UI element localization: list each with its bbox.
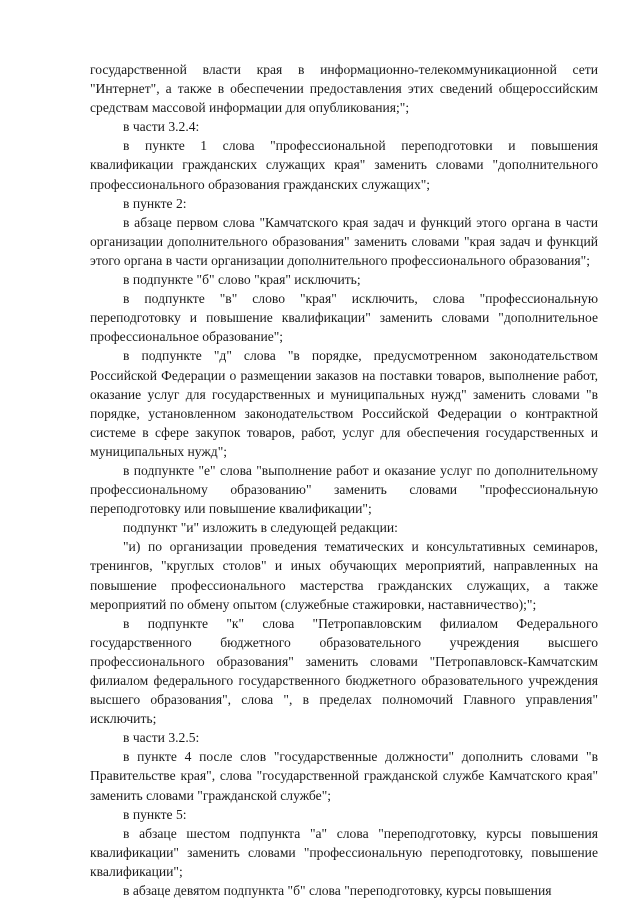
- paragraph-item-2: в пункте 2:: [123, 195, 187, 211]
- document-page: [90, 60, 598, 900]
- paragraph-abzac-6: в абзаце шестом подпункта "а" слова "переподготовку, курсы повышения квалификации" заменить словами "профессиональную переподготовку, повышение квалификации";: [90, 825, 598, 879]
- paragraph-subitem-v: в подпункте "в" слово "края" исключить, слова "профессиональную переподготовку и повышение квалификации" заменить словами "дополнительное профессиональное образование";: [90, 291, 598, 345]
- paragraph-subitem-e: в подпункте "е" слова "выполнение работ и оказание услуг по дополнительному профессиональному образованию" заменить словами "профессиональную переподготовку или повышение квалификации";: [90, 462, 598, 517]
- paragraph-part-3-2-4: в части 3.2.4:: [123, 119, 200, 135]
- paragraph-part-3-2-5: в части 3.2.5:: [123, 730, 200, 746]
- paragraph-first-abzac: в абзаце первом слова "Камчатского края задач и функций этого органа в части организации дополнительного образования" заменить словами "края задач и функций этого органа в части организации дополнительного профессионального образования";: [90, 214, 598, 268]
- paragraph-item-5: в пункте 5:: [123, 806, 187, 822]
- paragraph-subitem-i: подпункт "и" изложить в следующей редакции:: [123, 520, 398, 536]
- paragraph-subitem-d: в подпункте "д" слова "в порядке, предусмотренном законодательством Российской Федерации о размещении заказов на поставки товаров, выполнение работ, оказание услуг для государственных и муниципальных нужд" заменить словами "в порядке, установленном законодательством Российской Федерации о контрактной системе в сфере закупок товаров, работ, услуг для обеспечения государственных и муниципальных нужд";: [90, 348, 598, 459]
- paragraph-item-4: в пункте 4 после слов "государственные должности" дополнить словами "в Правительстве края", слова "государственной гражданской службе Камчатского края" заменить словами "гражданской службе";: [90, 749, 598, 803]
- paragraph-abzac-9: в абзаце девятом подпункта "б" слова "переподготовку, курсы повышения: [123, 883, 552, 899]
- paragraph-subitem-k: в подпункте "к" слова "Петропавловским филиалом Федерального государственного бюджетного образовательного учреждения высшего профессионального образования" заменить словами "Петропавловск-Камчатским филиалом федерального государственного бюджетного образовательного учреждения высшего образования", слова ", в пределах полномочий Главного управления" исключить;: [90, 615, 598, 727]
- paragraph-continuation: государственной власти края в информационно-телекоммуникационной сети "Интернет", а также в обеспечении предоставления этих сведений общероссийским средствам массовой информации для опубликования;";: [90, 62, 598, 116]
- paragraph-subitem-b: в подпункте "б" слово "края" исключить;: [123, 272, 361, 288]
- paragraph-subitem-i-text: "и) по организации проведения тематических и консультативных семинаров, тренингов, "круглых столов" и иных обучающих мероприятий, направленных на повышение профессионального мастерства гражданских служащих, а также мероприятий по обмену опытом (служебные стажировки, наставничество);";: [90, 539, 598, 612]
- paragraph-item-1: в пункте 1 слова "профессиональной переподготовки и повышения квалификации гражданских служащих края" заменить словами "дополнительного профессионального образования гражданских служащих";: [90, 138, 598, 192]
